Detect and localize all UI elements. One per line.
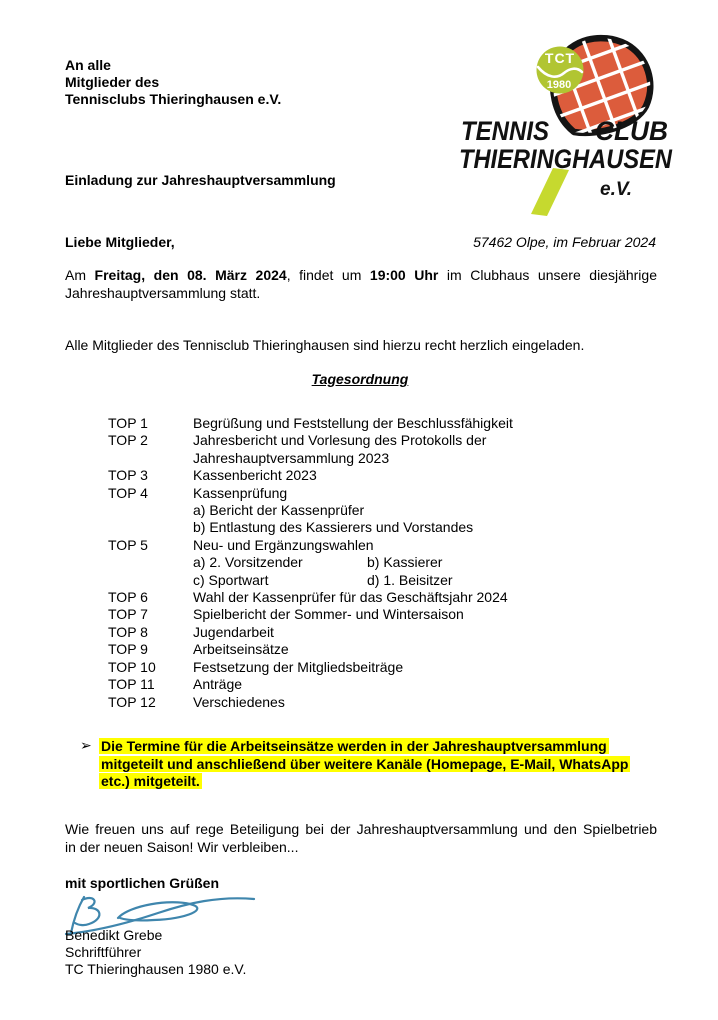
highlighted-text: mitgeteilt und anschließend über weitere Kanäle (Homepage, E-Mail, WhatsApp — [101, 755, 629, 772]
agenda-item-text: Jahresbericht und Vorlesung des Protokolls der — [193, 432, 487, 449]
salutation: Liebe Mitglieder, — [65, 234, 175, 250]
racket-handle — [531, 168, 569, 216]
note-line — [99, 738, 659, 756]
ball-initials: TCT — [544, 50, 576, 66]
intro-paragraph — [65, 267, 657, 302]
agenda-item-text: Neu- und Ergänzungswahlen — [193, 536, 374, 553]
intro-line-2: Jahreshauptversammlung statt. — [65, 284, 261, 301]
agenda-top-label: TOP 5 — [108, 536, 148, 553]
agenda-row — [108, 659, 513, 676]
closing-paragraph — [65, 821, 657, 856]
highlighted-text: etc.) mitgeteilt. — [101, 773, 200, 790]
logo-club-name: THIERINGHAUSEN — [459, 144, 673, 174]
agenda-item-text: Jugendarbeit — [193, 623, 274, 640]
agenda-row — [108, 641, 513, 658]
agenda-top-label: TOP 2 — [108, 432, 148, 449]
ball-year: 1980 — [546, 79, 572, 91]
agenda-top-label: TOP 11 — [108, 676, 155, 693]
recipient-line: Mitglieder des — [65, 74, 160, 90]
signer-role: Schriftführer — [65, 944, 142, 960]
logo-word-tennis: TENNIS — [461, 116, 549, 146]
club-logo — [450, 28, 685, 224]
agenda-item-text: c) Sportwart — [193, 571, 269, 588]
recipient-line: An alle — [65, 57, 111, 73]
intro-text: , findet um — [286, 267, 370, 283]
agenda-top-label: TOP 4 — [108, 484, 148, 501]
note-line — [99, 773, 659, 791]
agenda-item-text: Spielbericht der Sommer- und Wintersaison — [193, 606, 464, 623]
agenda-top-label: TOP 9 — [108, 641, 148, 658]
agenda-item-text-col2: b) Kassierer — [367, 554, 443, 571]
signer-club: TC Thieringhausen 1980 e.V. — [65, 961, 247, 977]
agenda-row — [108, 624, 513, 641]
agenda-row — [108, 537, 513, 554]
tennis-racket-logo-icon — [450, 28, 685, 224]
logo-word-club: CLUB — [595, 116, 668, 146]
agenda-top-label: TOP 1 — [108, 415, 148, 431]
note-line — [99, 756, 659, 774]
agenda-top-label: TOP 8 — [108, 623, 148, 640]
arrow-bullet-icon: ➢ — [80, 737, 92, 753]
agenda-list — [108, 415, 513, 711]
agenda-row — [108, 467, 513, 484]
agenda-row — [108, 502, 513, 519]
agenda-item-text: Kassenbericht 2023 — [193, 467, 317, 484]
agenda-top-label: TOP 12 — [108, 693, 156, 710]
agenda-top-label: TOP 10 — [108, 658, 156, 675]
agenda-item-text-col2: d) 1. Beisitzer — [367, 571, 453, 588]
recipient-block — [65, 57, 281, 108]
signer-block — [65, 927, 246, 978]
recipient-line: Tennisclubs Thieringhausen e.V. — [65, 91, 282, 107]
agenda-item-text: Arbeitseinsätze — [193, 641, 289, 658]
subject-line: Einladung zur Jahreshauptversammlung — [65, 172, 336, 188]
salutation-row — [65, 234, 656, 251]
intro-text: Am — [65, 267, 95, 283]
agenda-item-text: Wahl der Kassenprüfer für das Geschäftsjahr 2024 — [193, 589, 508, 606]
agenda-item-text: Verschiedenes — [193, 693, 285, 710]
agenda-row — [108, 554, 513, 571]
agenda-row — [108, 485, 513, 502]
agenda-item-text: a) Bericht der Kassenprüfer — [193, 502, 365, 519]
agenda-item-text: Anträge — [193, 676, 243, 693]
agenda-item-text: Jahreshauptversammlung 2023 — [193, 449, 390, 466]
agenda-row — [108, 519, 513, 536]
agenda-title-wrap — [65, 371, 655, 388]
agenda-title: Tagesordnung — [311, 371, 409, 387]
invitation-line: Alle Mitglieder des Tennisclub Thieringhausen sind hierzu recht herzlich eingeladen. — [65, 337, 585, 353]
agenda-top-label: TOP 3 — [108, 467, 148, 484]
agenda-row — [108, 589, 513, 606]
intro-line-1 — [65, 267, 657, 285]
intro-text: im Clubhaus unsere diesjährige — [438, 267, 657, 283]
closing-line-1: Wie freuen uns auf rege Beteiligung bei der Jahreshauptversammlung und den Spielbetrieb — [65, 821, 657, 837]
signer-name: Benedikt Grebe — [65, 927, 163, 943]
closing-line-2: in der neuen Saison! Wir verbleiben... — [65, 838, 299, 855]
agenda-item-text: b) Entlastung des Kassierers und Vorstandes — [193, 519, 474, 536]
highlighted-text: Die Termine für die Arbeitseinsätze werden in der Jahreshauptversammlung — [101, 738, 607, 754]
agenda-item-text: Begrüßung und Feststellung der Beschlussfähigkeit — [193, 415, 513, 431]
meeting-date: Freitag, den 08. März 2024 — [94, 267, 287, 283]
highlighted-note — [80, 737, 659, 791]
agenda-row — [108, 676, 513, 693]
agenda-row — [108, 572, 513, 589]
agenda-row — [108, 694, 513, 711]
agenda-row — [108, 450, 513, 467]
place-date: 57462 Olpe, im Februar 2024 — [473, 234, 656, 250]
agenda-top-label: TOP 7 — [108, 606, 148, 623]
agenda-item-text: Festsetzung der Mitgliedsbeiträge — [193, 658, 404, 675]
agenda-row — [108, 415, 513, 432]
agenda-row — [108, 606, 513, 623]
logo-suffix: e.V. — [600, 179, 633, 200]
agenda-item-text: a) 2. Vorsitzender — [193, 554, 303, 571]
agenda-item-text: Kassenprüfung — [193, 484, 288, 501]
regards-line: mit sportlichen Grüßen — [65, 875, 220, 891]
agenda-row — [108, 432, 513, 449]
meeting-time: 19:00 Uhr — [369, 267, 439, 283]
agenda-top-label: TOP 6 — [108, 589, 148, 606]
